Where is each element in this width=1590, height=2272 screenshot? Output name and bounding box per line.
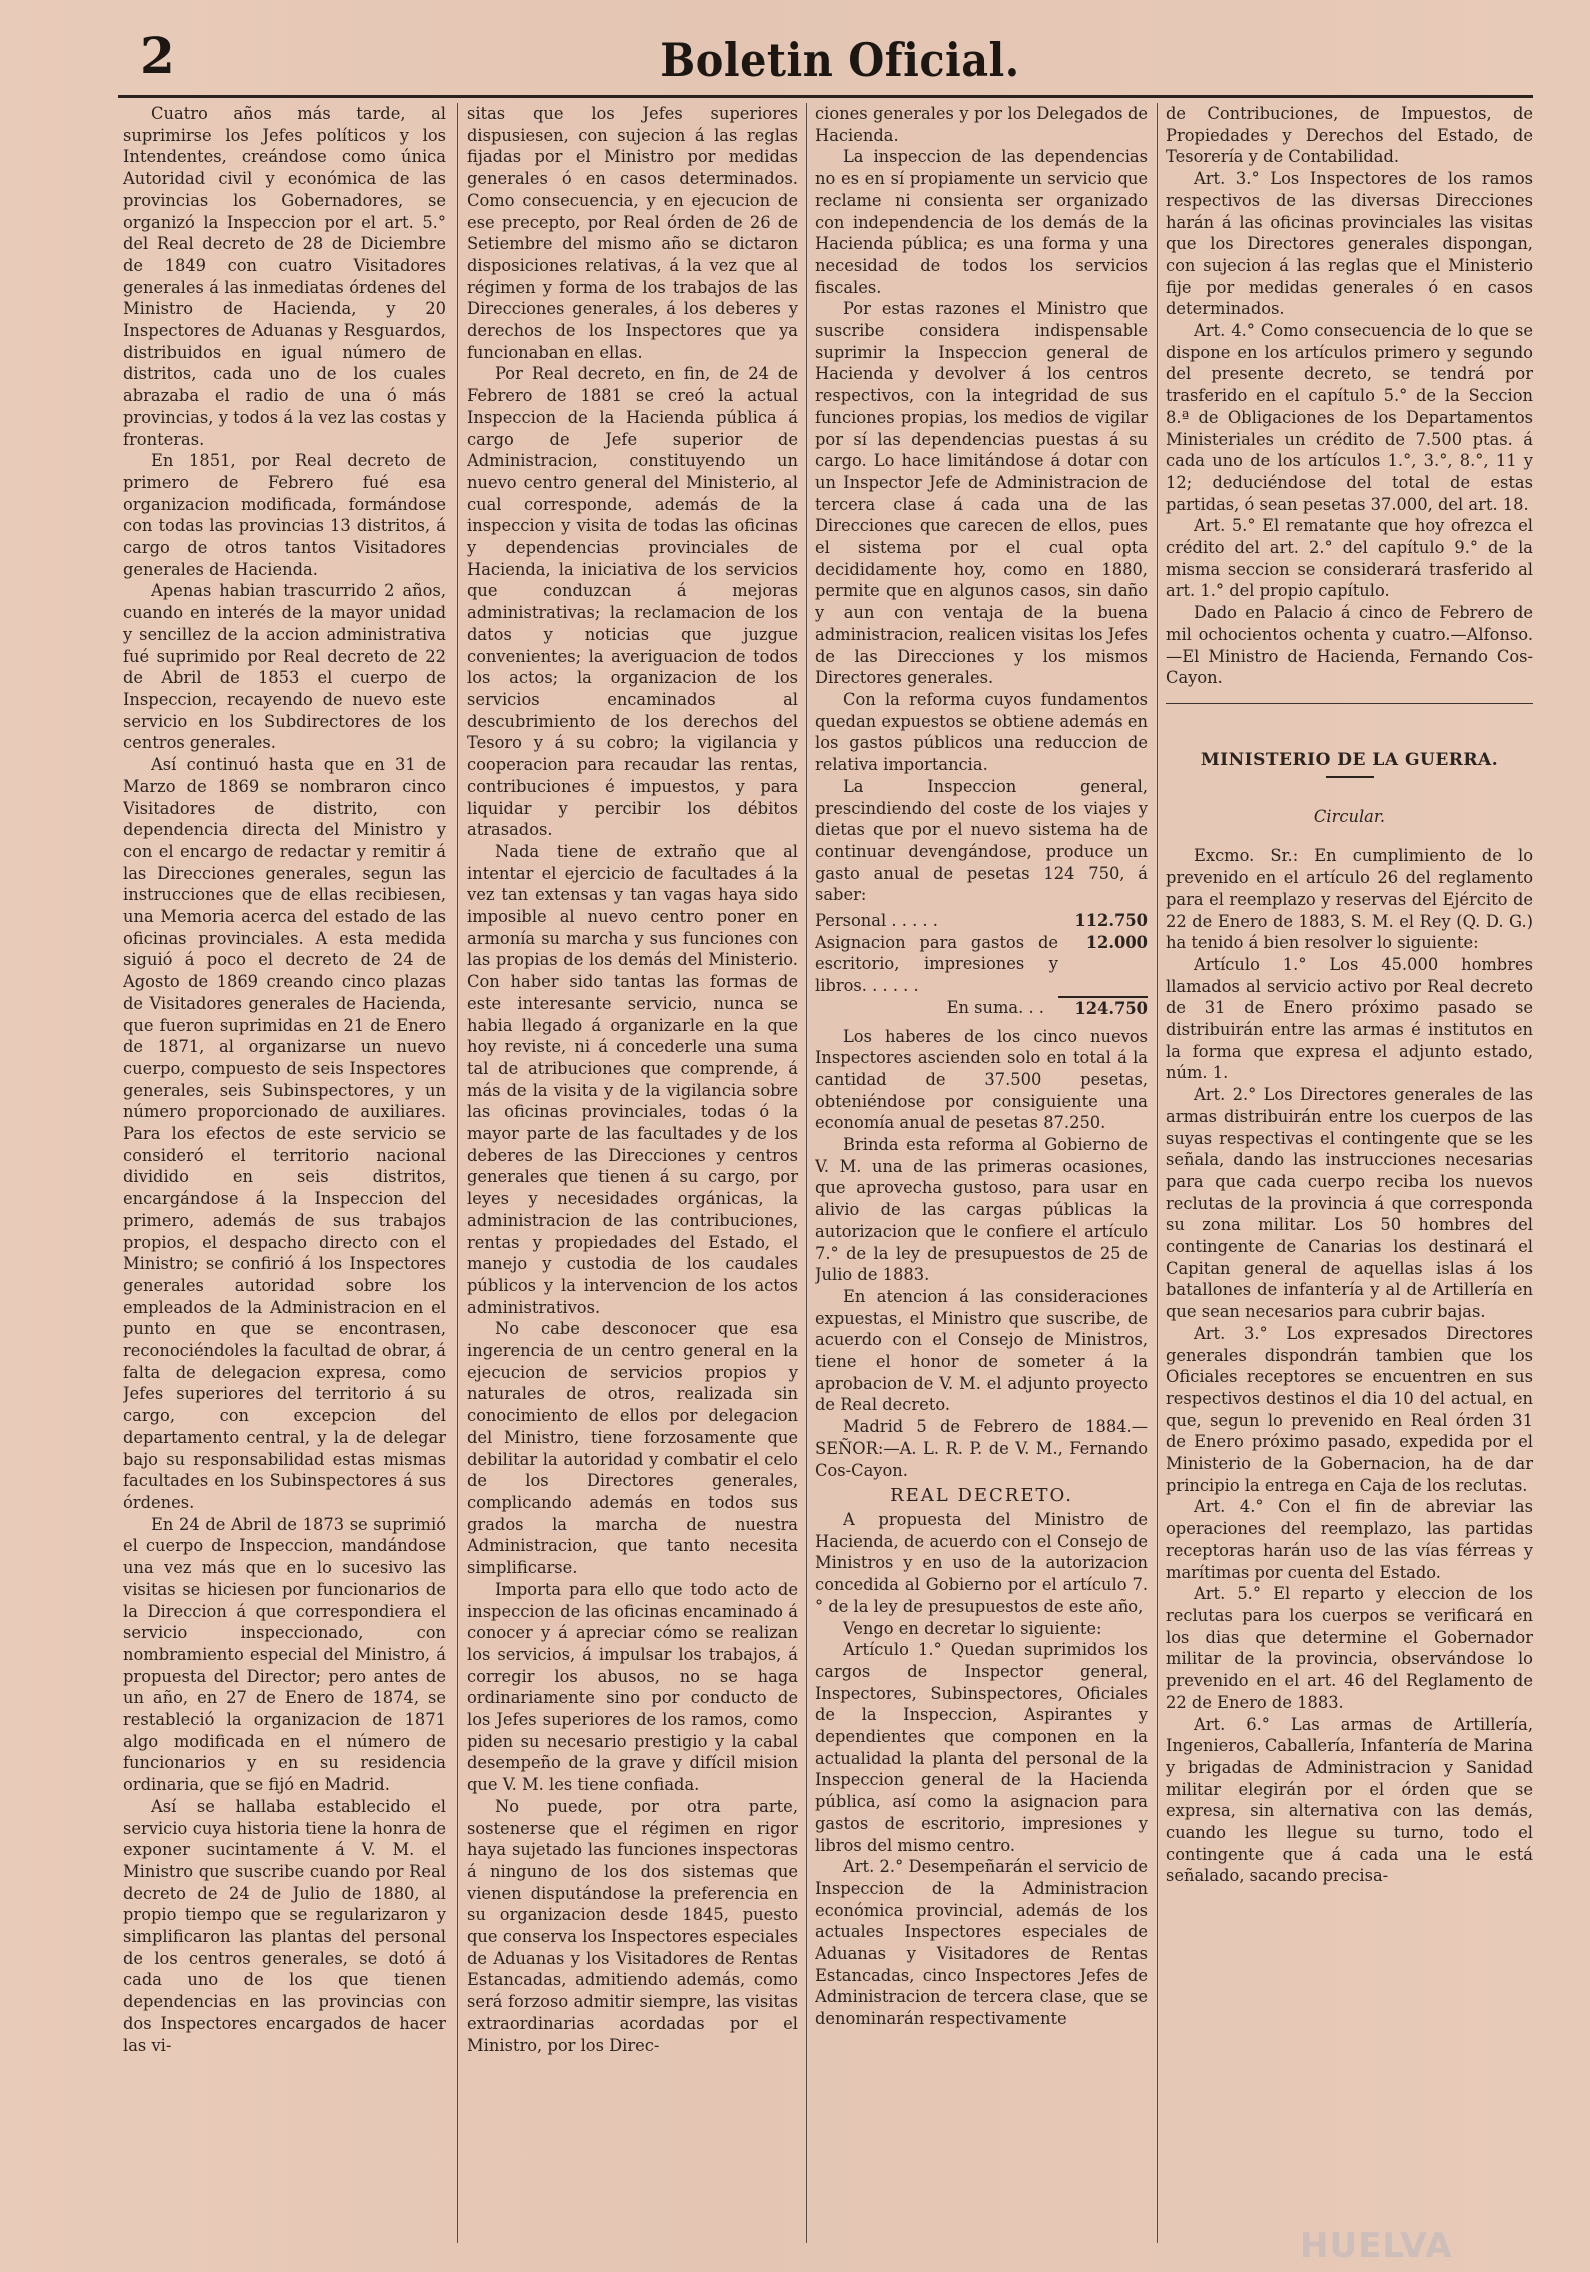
budget-amount: 12.000 (1058, 932, 1148, 997)
paragraph: Artículo 1.° Los 45.000 hombres llamados al servicio activo por Real decreto de 31 de Enero próximo pasado se distribuirán entre las armas é institutos en la forma que expresa el adjunto estado, núm. 1. (1166, 954, 1533, 1083)
decree-heading: REAL DECRETO. (890, 1485, 1073, 1507)
paragraph: Art. 3.° Los Inspectores de los ramos respectivos de las diversas Direcciones harán á las oficinas provinciales las visitas que los Directores generales dispongan, con sujecion á las reglas que el Ministerio fije por medidas generales ó en casos determinados. (1166, 169, 1533, 319)
paragraph: En atencion á las consideraciones expuestas, el Ministro que suscribe, de acuerdo con el Consejo de Ministros, tiene el honor de someter á la aprobacion de V. M. el adjunto proyecto de Real decreto. (815, 1286, 1148, 1415)
paragraph: Por estas razones el Ministro que suscribe considera indispensable suprimir la Inspeccion general de Hacienda y devolver á los centros respectivos, con la integridad de sus funciones propias, los medios de vigilar por sí las dependencias puestas á su cargo. Lo hace limitándose á dotar con un Inspector Jefe de Administracion de tercera clase á cada una de las Direcciones que carecen de ellos, pues el sistema por el cual opta decididamente hoy, como en 1880, permite que en algunos casos, sin daño y aun con ventaja de la buena administracion, realicen visitas los Jefes de las Direcciones y los mismos Directores generales. (815, 299, 1148, 688)
circular-label: Circular. (1313, 806, 1386, 826)
signature-paragraph: Madrid 5 de Febrero de 1884.—SEÑOR:—A. L. R. P. de V. M., Fernando Cos-Cayon. (815, 1417, 1148, 1480)
paragraph: Así continuó hasta que en 31 de Marzo de 1869 se nombraron cinco Visitadores de distrito, con dependencia directa del Ministro y con el encargo de redactar y remitir á las Direcciones generales, segun las instrucciones que de ellas recibiesen, una Memoria acerca del estado de las oficinas provinciales. A esta medida siguió á poco el decreto de 24 de Agosto de 1869 creando cinco plazas de Visitadores generales de Hacienda, que fueron suprimidas en 21 de Enero de 1871, al organizarse un nuevo cuerpo, compuesto de seis Inspectores generales, seis Subinspectores, y un número proporcionado de auxiliares. Para los efectos de este servicio se consideró el territorio nacional dividido en seis distritos, encargándose á la Inspeccion del primero, además de sus trabajos propios, el despacho directo con el Ministro; se confirió á los Inspectores generales autoridad sobre los empleados de la Administracion en el punto en que se encontrasen, reconociéndoles la facultad de obrar, á falta de delegacion expresa, como Jefes superiores del territorio á su cargo, con excepcion del departamento central, y la de delegar bajo su responsabilidad estas mismas facultades en los Subinspectores á sus órdenes. (123, 755, 446, 1512)
column-divider (806, 103, 807, 2243)
budget-label: Asignacion para gastos de escritorio, impresiones y libros. . . . . . (815, 932, 1058, 996)
masthead-title: Boletin Oficial. (660, 33, 1020, 87)
budget-total-row (815, 997, 1148, 1020)
paragraph: Art. 6.° Las armas de Artillería, Ingenieros, Caballería, Infantería de Marina y brigadas de Administracion y Sanidad militar elegirán por el órden que se expresa, sin alternativa con las demás, cuando les llegue su turno, todo el contingente que á cada una le está señalado, sacando precisa- (1166, 1714, 1533, 1886)
budget-label: Personal . . . . . (815, 911, 938, 931)
paragraph: de Contribuciones, de Impuestos, de Propiedades y Derechos del Estado, de Tesorería y de Contabilidad. (1166, 104, 1533, 167)
paragraph: A propuesta del Ministro de Hacienda, de acuerdo con el Consejo de Ministros y en uso de la autorizacion concedida al Gobierno por el artículo 7.° de la ley de presupuestos de este año, (815, 1510, 1148, 1616)
paragraph: Apenas habian trascurrido 2 años, cuando en interés de la mayor unidad y sencillez de la accion administrativa fué suprimido por Real decreto de 22 de Abril de 1853 el cuerpo de Inspeccion, recayendo de nuevo este servicio en los Subdirectores de los centros generales. (123, 581, 446, 753)
short-rule (1326, 776, 1374, 778)
paragraph: Importa para ello que todo acto de inspeccion de las oficinas encaminado á conocer y á apreciar cómo se realizan los servicios, á impulsar los trabajos, á corregir los abusos, no se haga ordinariamente sino por conducto de los Jefes superiores de los ramos, como piden su necesario prestigio y la cabal desempeño de la grave y difícil mision que V. M. les tiene confiada. (467, 1579, 798, 1795)
paragraph: Art. 2.° Desempeñarán el servicio de Inspeccion de la Administracion económica provincial, además de los actuales Inspectores especiales de Aduanas y Visitadores de Rentas Estancadas, cinco Inspectores Jefes de Administracion de tercera clase, que se denominarán respectivamente (815, 1857, 1148, 2029)
budget-row-personal (815, 910, 1148, 932)
paragraph: No puede, por otra parte, sostenerse que el régimen en rigor haya sujetado las funciones inspectoras á ninguno de los dos sistemas que vienen disputándose la preferencia en su organizacion desde 1845, puesto que conserva los Inspectores especiales de Aduanas y los Visitadores de Rentas Estancadas, admitiendo además, como será forzoso admitir siempre, las visitas extraordinarias acordadas por el Ministro, por los Direc- (467, 1796, 798, 2055)
paragraph: Art. 5.° El rematante que hoy ofrezca el crédito del art. 2.° del capítulo 9.° de la misma seccion se considerará trasferido al art. 1.° del propio capítulo. (1166, 516, 1533, 601)
paragraph: No cabe desconocer que esa ingerencia de un centro general en la ejecucion de servicios propios y naturales de otros, realizada sin conocimiento de ellos por delegacion del Ministro, tiene forzosamente que debilitar la autoridad y combatir el celo de los Directores generales, complicando además en todos sus grados la marcha de nuestra Administracion, que tanto necesita simplificarse. (467, 1319, 798, 1578)
column-divider (1157, 103, 1158, 2243)
paragraph: Nada tiene de extraño que al intentar el ejercicio de facultades á la vez tan extensas y tan vagas haya sido imposible al nuevo centro poner en armonía su marcha y sus funciones con las propias de los demás del Ministerio. Con haber sido tantas las formas de este interesante servicio, nunca se habia llegado á organizarle en la que hoy reviste, ni á concederle una suma tal de atribuciones que comprende, á más de la visita y de la vigilancia sobre las oficinas provinciales, todas ó la mayor parte de las facultades y de los deberes de las Direcciones y centros generales que tienen á su cargo, por leyes y necesidades orgánicas, la administracion de las contribuciones, rentas y propiedades del Estado, el manejo y custodia de los caudales públicos y la intervencion de los actos administrativos. (467, 841, 798, 1317)
column-1 (123, 103, 446, 2223)
column-4 (1166, 103, 1533, 2223)
paragraph: Los haberes de los cinco nuevos Inspectores ascienden solo en total á la cantidad de 37.500 pesetas, obteniéndose por consiguiente una economía anual de pesetas 87.250. (815, 1026, 1148, 1133)
paragraph: La Inspeccion general, prescindiendo del coste de los viajes y dietas que por el nuevo sistema ha de continuar devengándose, produce un gasto anual de pesetas 124 750, á saber: (815, 776, 1148, 905)
paragraph: Por Real decreto, en fin, de 24 de Febrero de 1881 se creó la actual Inspeccion de la Hacienda pública á cargo de Jefe superior de Administracion, constituyendo un nuevo centro general del Ministerio, al cual corresponde, además de la inspeccion y visita de todas las oficinas y dependencias provinciales de Hacienda, la iniciativa de los servicios que conduzcan á mejoras administrativas; la reclamacion de los datos y noticias que juzgue convenientes; la averiguacion de todos los actos; la organizacion de los servicios encaminados al descubrimiento de los derechos del Tesoro y á su cobro; la vigilancia y cooperacion para recaudar las rentas, contribuciones é impuestos, y para liquidar y percibir los débitos atrasados. (467, 364, 798, 840)
ministry-heading: MINISTERIO DE LA GUERRA. (1200, 749, 1499, 770)
page-number: 2 (140, 26, 175, 85)
paragraph: Art. 3.° Los expresados Directores generales dispondrán tambien que los Oficiales receptores se encuentren en sus respectivos destinos el dia 10 del actual, en que, segun lo prevenido en Real órden 31 de Enero próximo pasado, expedida por el Ministerio de la Gobernacion, ha de dar principio la entrega en Caja de los reclutas. (1166, 1323, 1533, 1495)
page-header (120, 28, 1560, 98)
paragraph: Cuatro años más tarde, al suprimirse los Jefes políticos y los Intendentes, creándose como única Autoridad civil y económica de las provincias los Gobernadores, se organizó la Inspeccion por el art. 5.° del Real decreto de 28 de Diciembre de 1849 con cuatro Visitadores generales á las inmediatas órdenes del Ministro de Hacienda, y 20 Inspectores de Aduanas y Resguardos, distribuidos en igual número de distritos, cada uno de los cuales abrazaba el radio de una ó más provincias, y todos á la vez las costas y fronteras. (123, 104, 446, 449)
paragraph: Art. 4.° Con el fin de abreviar las operaciones del reemplazo, las partidas receptoras harán uso de las vías férreas y marítimas por cuenta del Estado. (1166, 1497, 1533, 1582)
paragraph: ciones generales y por los Delegados de Hacienda. (815, 104, 1148, 145)
paragraph: Vengo en decretar lo siguiente: (843, 1618, 1102, 1638)
paragraph: Art. 4.° Como consecuencia de lo que se dispone en los artículos primero y segundo del presente decreto, se tendrá por trasferido en el capítulo 5.° de la Seccion 8.ª de Obligaciones de los Departamentos Ministeriales un crédito de 7.500 ptas. á cada uno de los artículos 1.°, 3.°, 8.°, 11 y 12; deduciéndose del total de estas partidas, ó sean pesetas 37.000, del art. 18. (1166, 321, 1533, 514)
budget-row-asignacion (815, 932, 1148, 997)
header-rule (118, 95, 1533, 98)
paragraph: Artículo 1.° Quedan suprimidos los cargos de Inspector general, Inspectores, Subinspectores, Oficiales de la Inspeccion, Aspirantes y dependientes que componen en la actualidad la planta del personal de la Inspeccion general de la Hacienda pública, así como la asignacion para gastos de escritorio, impresiones y libros del mismo centro. (815, 1640, 1148, 1855)
library-watermark: HUELVA (1300, 2226, 1453, 2266)
paragraph: Brinda esta reforma al Gobierno de V. M. una de las primeras ocasiones, que aprovecha gustoso, para usar en alivio de las cargas públicas la autorizacion que le confiere el artículo 7.° de la ley de presupuestos de 25 de Julio de 1883. (815, 1135, 1148, 1285)
paragraph: En 1851, por Real decreto de primero de Febrero fué esa organizacion modificada, formándose con todas las provincias 13 distritos, á cargo de otros tantos Visitadores generales de Hacienda. (123, 451, 446, 579)
paragraph: Art. 2.° Los Directores generales de las armas distribuirán entre los cuerpos de las suyas respectivas el contingente que se les señala, dando las instrucciones necesarias para que cada cuerpo reciba los nuevos reclutas de la provincia á que corresponda su zona militar. Los 50 hombres del contingente de Canarias los destinará el Capitan general de aquellas islas á los batallones de infantería y al de Artillería en que sean necesarios para cubrir bajas. (1166, 1085, 1533, 1322)
paragraph: sitas que los Jefes superiores dispusiesen, con sujecion á las reglas fijadas por el Ministro por medidas generales ó en casos determinados. Como consecuencia, y en ejecucion de ese precepto, por Real órden de 26 de Setiembre del mismo año se dictaron disposiciones relativas, á la vez que al régimen y forma de los trabajos de las Direcciones generales, á los deberes y derechos de los Inspectores que ya funcionaban en ellas. (467, 104, 798, 362)
paragraph: La inspeccion de las dependencias no es en sí propiamente un servicio que reclame ni consienta ser organizado con independencia de los demás de la Hacienda pública; es una forma y una necesidad de todos los servicios fiscales. (815, 147, 1148, 297)
budget-table (815, 910, 1148, 1020)
paragraph: Excmo. Sr.: En cumplimiento de lo prevenido en el artículo 26 del reglamento para el reemplazo y reservas del Ejército de 22 de Enero de 1883, S. M. el Rey (Q. D. G.) ha tenido á bien resolver lo siguiente: (1166, 846, 1533, 953)
column-divider (457, 103, 458, 2243)
column-2 (467, 103, 798, 2223)
paragraph: Con la reforma cuyos fundamentos quedan expuestos se obtiene además en los gastos públicos una reduccion de relativa importancia. (815, 689, 1148, 775)
paragraph: Art. 5.° El reparto y eleccion de los reclutas para los cuerpos se verificará en los dias que determine el Gobernador militar de la provincia, observándose lo prevenido en el art. 46 del Reglamento de 22 de Enero de 1883. (1166, 1584, 1533, 1712)
section-divider (1166, 703, 1533, 704)
paragraph: Así se hallaba establecido el servicio cuya historia tiene la honra de exponer sucintamente á V. M. el Ministro que suscribe cuando por Real decreto de 24 de Julio de 1880, al propio tiempo que se regularizaron y simplificaron las plantas del personal de los centros generales, se dotó á cada uno de los que tienen dependencias en las provincias con dos Inspectores encargados de hacer las vi- (123, 1796, 446, 2055)
budget-total-amount: 124.750 (1058, 997, 1148, 1020)
paragraph: Dado en Palacio á cinco de Febrero de mil ochocientos ochenta y cuatro.—Alfonso.—El Ministro de Hacienda, Fernando Cos-Cayon. (1166, 603, 1533, 688)
budget-total-label: En suma. . . (946, 997, 1044, 1017)
budget-amount: 112.750 (1074, 911, 1148, 931)
paragraph: En 24 de Abril de 1873 se suprimió el cuerpo de Inspeccion, mandándose una vez más que en lo sucesivo las visitas se hiciesen por funcionarios de la Direccion á que correspondiera el servicio inspeccionado, con nombramiento especial del Ministro, á propuesta del Director; pero antes de un año, en 27 de Enero de 1874, se restableció la organizacion de 1871 algo modificada en el número de funcionarios y en su residencia ordinaria, que se fijó en Madrid. (123, 1514, 446, 1795)
column-3 (815, 103, 1148, 2223)
